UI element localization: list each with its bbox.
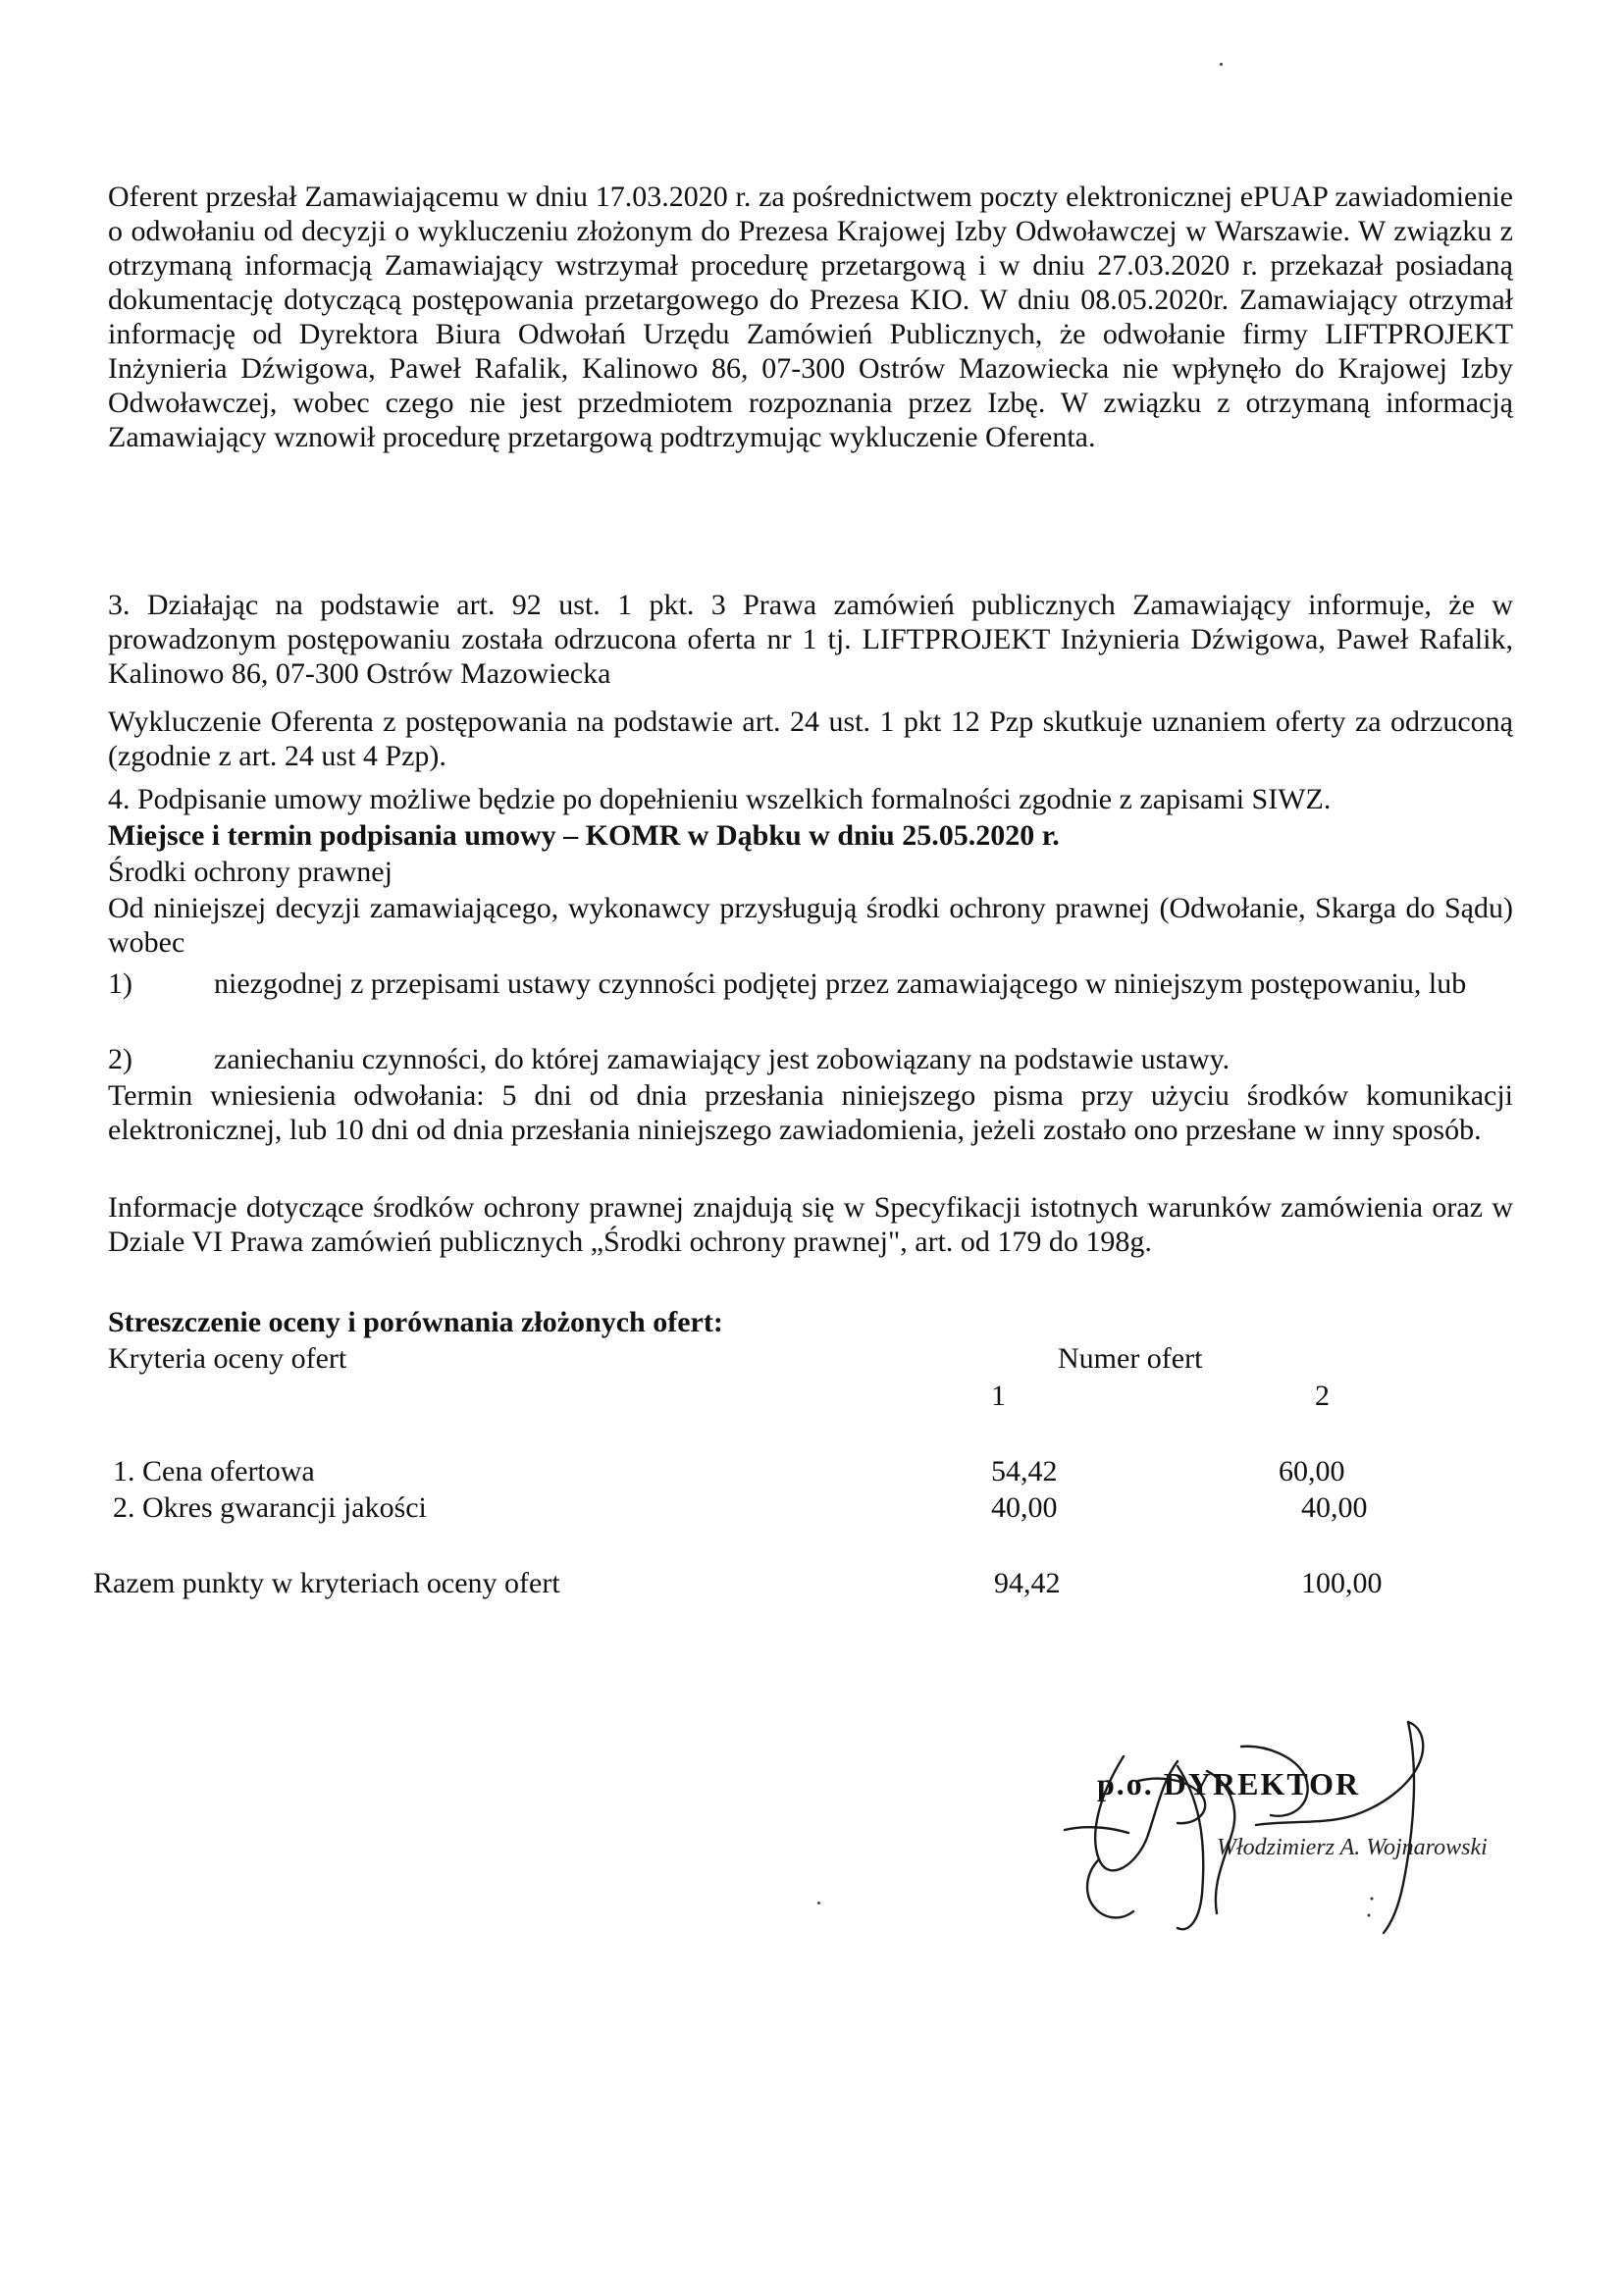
criteria-header: Kryteria oceny ofert: [108, 1342, 347, 1375]
list-item-1-text: niezgodnej z przepisami ustawy czynności podjętej przez zamawiającego w niniejszym postępowaniu, lub: [214, 967, 1467, 1000]
row-warranty-offer-2: 40,00: [1301, 1491, 1368, 1524]
list-item-1: [108, 966, 1513, 1001]
legal-remedies-intro: Od niniejszej decyzji zamawiającego, wykonawcy przysługują środki ochrony prawnej (Odwołanie, Skarga do Sądu) wobec: [108, 892, 1513, 959]
list-item-2-number: 2): [108, 1043, 132, 1075]
offers-header: Numer ofert: [1058, 1342, 1203, 1375]
row-warranty-label: 2. Okres gwarancji jakości: [113, 1491, 427, 1524]
legal-remedies-title: Środki ochrony prawnej: [108, 856, 393, 888]
row-price-offer-1: 54,42: [991, 1455, 1058, 1487]
scan-speck: [1220, 63, 1223, 66]
offer-number-2: 2: [1315, 1380, 1330, 1412]
list-item-2: [108, 1042, 1513, 1076]
paragraph-point-4: 4. Podpisanie umowy możliwe będzie po dopełnieniu wszelkich formalności zgodnie z zapisami SIWZ.: [108, 783, 1332, 815]
legal-remedies-info: Informacje dotyczące środków ochrony prawnej znajdują się w Specyfikacji istotnych warunków zamówienia oraz w Dziale VI Prawa zamówień publicznych „Środki ochrony prawnej", art. od 179 do 198g.: [108, 1191, 1513, 1258]
scan-speck: [817, 1902, 820, 1905]
summary-title: Streszczenie oceny i porównania złożonych ofert:: [108, 1306, 723, 1338]
appeal-deadline: Termin wniesienia odwołania: 5 dni od dnia przesłania niniejszego pisma przy użyciu środków komunikacji elektronicznej, lub 10 dni od dnia przesłania niniejszego zawiadomienia, jeżeli zostało ono przesłane w inny sposób.: [108, 1079, 1513, 1146]
paragraph-appeal-info: Oferent przesłał Zamawiającemu w dniu 17.03.2020 r. za pośrednictwem poczty elektronicznej ePUAP zawiadomienie o odwołaniu od decyzji o wykluczeniu złożonym do Prezesa Krajowej Izby Odwoławczej w Warszawie. W związku z otrzymaną informacją Zamawiający wstrzymał procedurę przetargową i w dniu 27.03.2020 r. przekazał posiadaną dokumentację dotyczącą postępowania przetargowego do Prezesa KIO. W dniu 08.05.2020r. Zamawiający otrzymał informację od Dyrektora Biura Odwołań Urzędu Zamówień Publicznych, że odwołanie firmy LIFTPROJEKT Inżynieria Dźwigowa, Paweł Rafalik, Kalinowo 86, 07-300 Ostrów Mazowiecka nie wpłynęło do Krajowej Izby Odwoławczej, wobec czego nie jest przedmiotem rozpoznania przez Izbę. W związku z otrzymaną informacją Zamawiający wznowił procedurę przetargową podtrzymując wykluczenie Oferenta.: [108, 181, 1513, 453]
offer-number-1: 1: [991, 1380, 1006, 1412]
paragraph-exclusion: Wykluczenie Oferenta z postępowania na podstawie art. 24 ust. 1 pkt 12 Pzp skutkuje uznaniem oferty za odrzuconą (zgodnie z art. 24 ust 4 Pzp).: [108, 705, 1513, 772]
signature-title: p.o. DYREKTOR: [1097, 1766, 1361, 1801]
total-offer-1: 94,42: [994, 1567, 1061, 1599]
list-item-1-number: 1): [108, 967, 132, 1000]
paragraph-point-3: 3. Działając na podstawie art. 92 ust. 1 pkt. 3 Prawa zamówień publicznych Zamawiający informuje, że w prowadzonym postępowaniu została odrzucona oferta nr 1 tj. LIFTPROJEKT Inżynieria Dźwigowa, Paweł Rafalik, Kalinowo 86, 07-300 Ostrów Mazowiecka: [108, 589, 1513, 690]
row-price-label: 1. Cena ofertowa: [113, 1455, 315, 1487]
total-label: Razem punkty w kryteriach oceny ofert: [93, 1567, 560, 1599]
row-price-offer-2: 60,00: [1279, 1455, 1345, 1487]
total-offer-2: 100,00: [1301, 1567, 1383, 1599]
signing-place-date: Miejsce i termin podpisania umowy – KOMR w Dąbku w dniu 25.05.2020 r.: [108, 819, 1060, 852]
list-item-2-text: zaniechaniu czynności, do której zamawiający jest zobowiązany na podstawie ustawy.: [214, 1043, 1230, 1075]
signature-name: Włodzimierz A. Wojnarowski: [1217, 1835, 1488, 1860]
handwritten-signature: [1030, 1688, 1442, 1943]
row-warranty-offer-1: 40,00: [991, 1491, 1058, 1524]
